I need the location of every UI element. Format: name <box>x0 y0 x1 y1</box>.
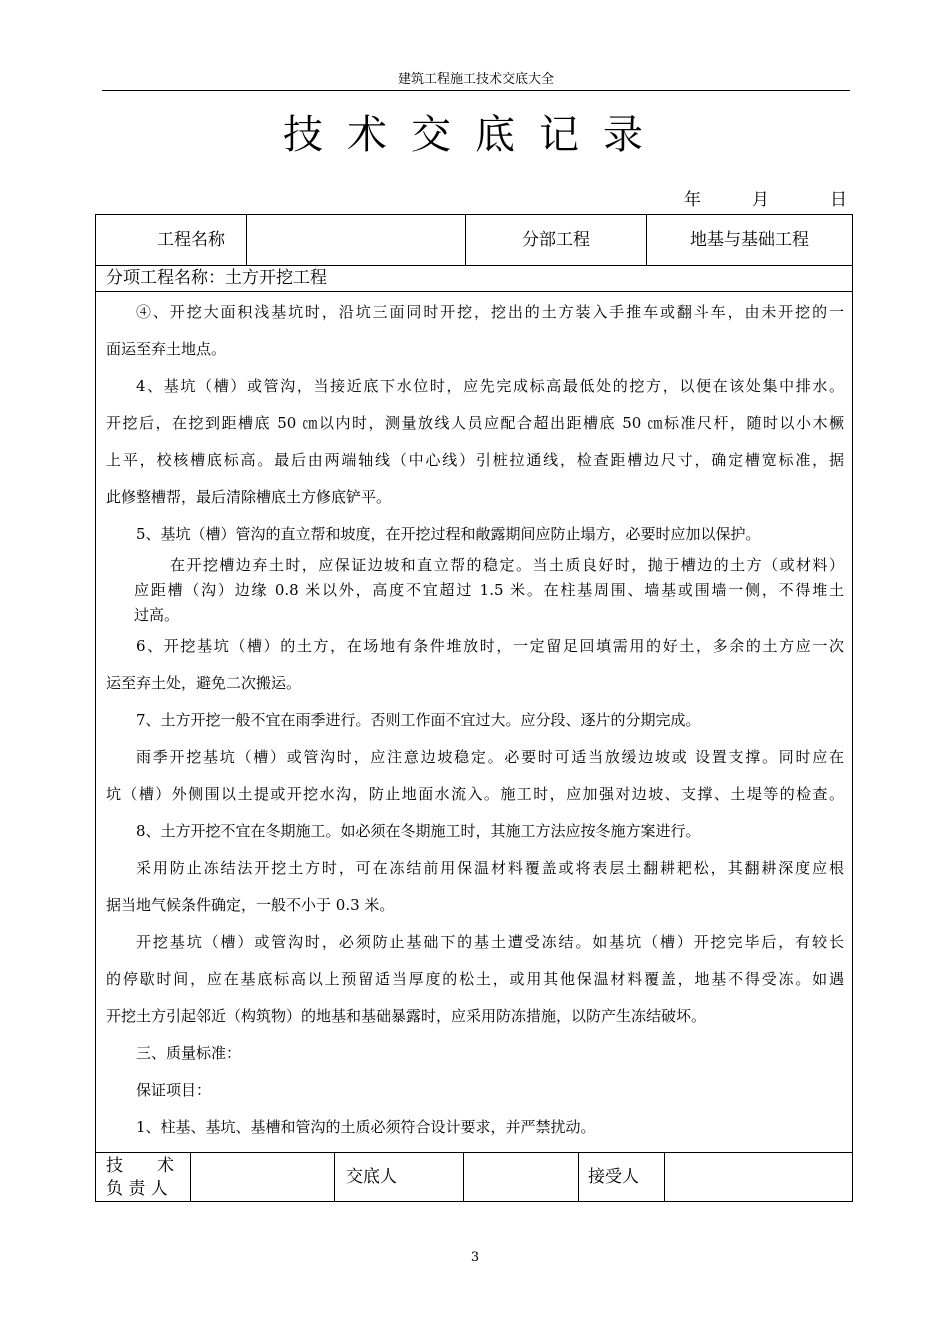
signature-row <box>96 1152 852 1202</box>
content-line: 6、开挖基坑（槽）的土方，在场地有条件堆放时，一定留足回填需用的好土，多余的土方应一次 <box>136 637 844 655</box>
project-name-label: 工程名称 <box>157 230 225 250</box>
content-line: 过高。 <box>134 606 180 624</box>
tech-lead-label-line1: 技 术 <box>106 1156 174 1176</box>
division-value: 地基与基础工程 <box>690 230 809 250</box>
running-header: 建筑工程施工技术交底大全 <box>102 70 850 91</box>
document-title: 技术交底记录 <box>283 112 667 158</box>
content-line: 开挖后，在挖到距槽底 50 ㎝以内时，测量放线人员应配合超出距槽底 50 ㎝标准尺杆，随时以小木橛 <box>106 414 844 432</box>
date-row <box>600 188 850 212</box>
date-day: 日 <box>830 190 847 210</box>
record-form <box>95 214 853 1202</box>
content-line: 运至弃土处，避免二次搬运。 <box>106 674 302 692</box>
content-line: 采用防止冻结法开挖土方时，可在冻结前用保温材料覆盖或将表层土翻耕耙松，其翻耕深度应根 <box>136 859 844 877</box>
content-line: 据当地气候条件确定，一般不小于 0.3 米。 <box>106 896 395 914</box>
content-line: 1、柱基、基坑、基槽和管沟的土质必须符合设计要求，并严禁扰动。 <box>136 1118 596 1136</box>
content-line: 应距槽（沟）边缘 0.8 米以外，高度不宜超过 1.5 米。在柱基周围、墙基或围墙一侧，不得堆土 <box>134 581 844 599</box>
date-month: 月 <box>752 190 769 210</box>
receiver-label: 接受人 <box>588 1167 639 1187</box>
discloser-label: 交底人 <box>346 1167 397 1187</box>
page-number: 3 <box>470 1250 480 1265</box>
content-line: 保证项目： <box>136 1081 212 1099</box>
content-line: 的停歇时间，应在基底标高以上预留适当厚度的松土，或用其他保温材料覆盖，地基不得受冻。如遇 <box>106 970 844 988</box>
subitem-row <box>96 265 852 292</box>
content-line: 此修整槽帮，最后清除槽底土方修底铲平。 <box>106 488 392 506</box>
content-line: 5、基坑（槽）管沟的直立帮和坡度，在开挖过程和敞露期间应防止塌方，必要时应加以保护。 <box>136 525 761 543</box>
content-line: 开挖土方引起邻近（构筑物）的地基和基础暴露时，应采用防冻措施，以防产生冻结破坏。 <box>106 1007 707 1025</box>
tech-lead-label-line2: 负 责 人 <box>106 1179 168 1199</box>
content-line: 上平，校核槽底标高。最后由两端轴线（中心线）引桩拉通线，检查距槽边尺寸，确定槽宽标准，据 <box>106 451 844 469</box>
content-line: 4、基坑（槽）或管沟，当接近底下水位时，应先完成标高最低处的挖方，以便在该处集中排水。 <box>136 377 844 395</box>
project-info-row <box>96 215 852 266</box>
content-line: 7、土方开挖一般不宜在雨季进行。否则工作面不宜过大。应分段、逐片的分期完成。 <box>136 711 701 729</box>
content-line: ④、开挖大面积浅基坑时，沿坑三面同时开挖，挖出的土方装入手推车或翻斗车，由未开挖的一 <box>136 303 844 321</box>
project-name-value[interactable] <box>247 215 465 265</box>
content-line: 开挖基坑（槽）或管沟时，必须防止基础下的基土遭受冻结。如基坑（槽）开挖完毕后，有较长 <box>136 933 844 951</box>
content-line: 三、质量标准： <box>136 1044 242 1062</box>
content-line: 面运至弃土地点。 <box>106 340 227 358</box>
subitem-value: 土方开挖工程 <box>225 268 327 288</box>
content-line: 雨季开挖基坑（槽）或管沟时，应注意边坡稳定。必要时可适当放缓边坡或 设置支撑。同时应在 <box>136 748 844 766</box>
subitem-label: 分项工程名称： <box>106 268 225 288</box>
content-line: 坑（槽）外侧围以土提或开挖水沟，防止地面水流入。施工时，应加强对边坡、支撑、土堤等的检查。 <box>106 785 844 803</box>
date-year: 年 <box>684 190 701 210</box>
division-label: 分部工程 <box>522 230 590 250</box>
content-line: 8、土方开挖不宜在冬期施工。如必须在冬期施工时，其施工方法应按冬施方案进行。 <box>136 822 701 840</box>
content-line: 在开挖槽边弃土时，应保证边坡和直立帮的稳定。当土质良好时，抛于槽边的土方（或材料） <box>170 556 844 574</box>
